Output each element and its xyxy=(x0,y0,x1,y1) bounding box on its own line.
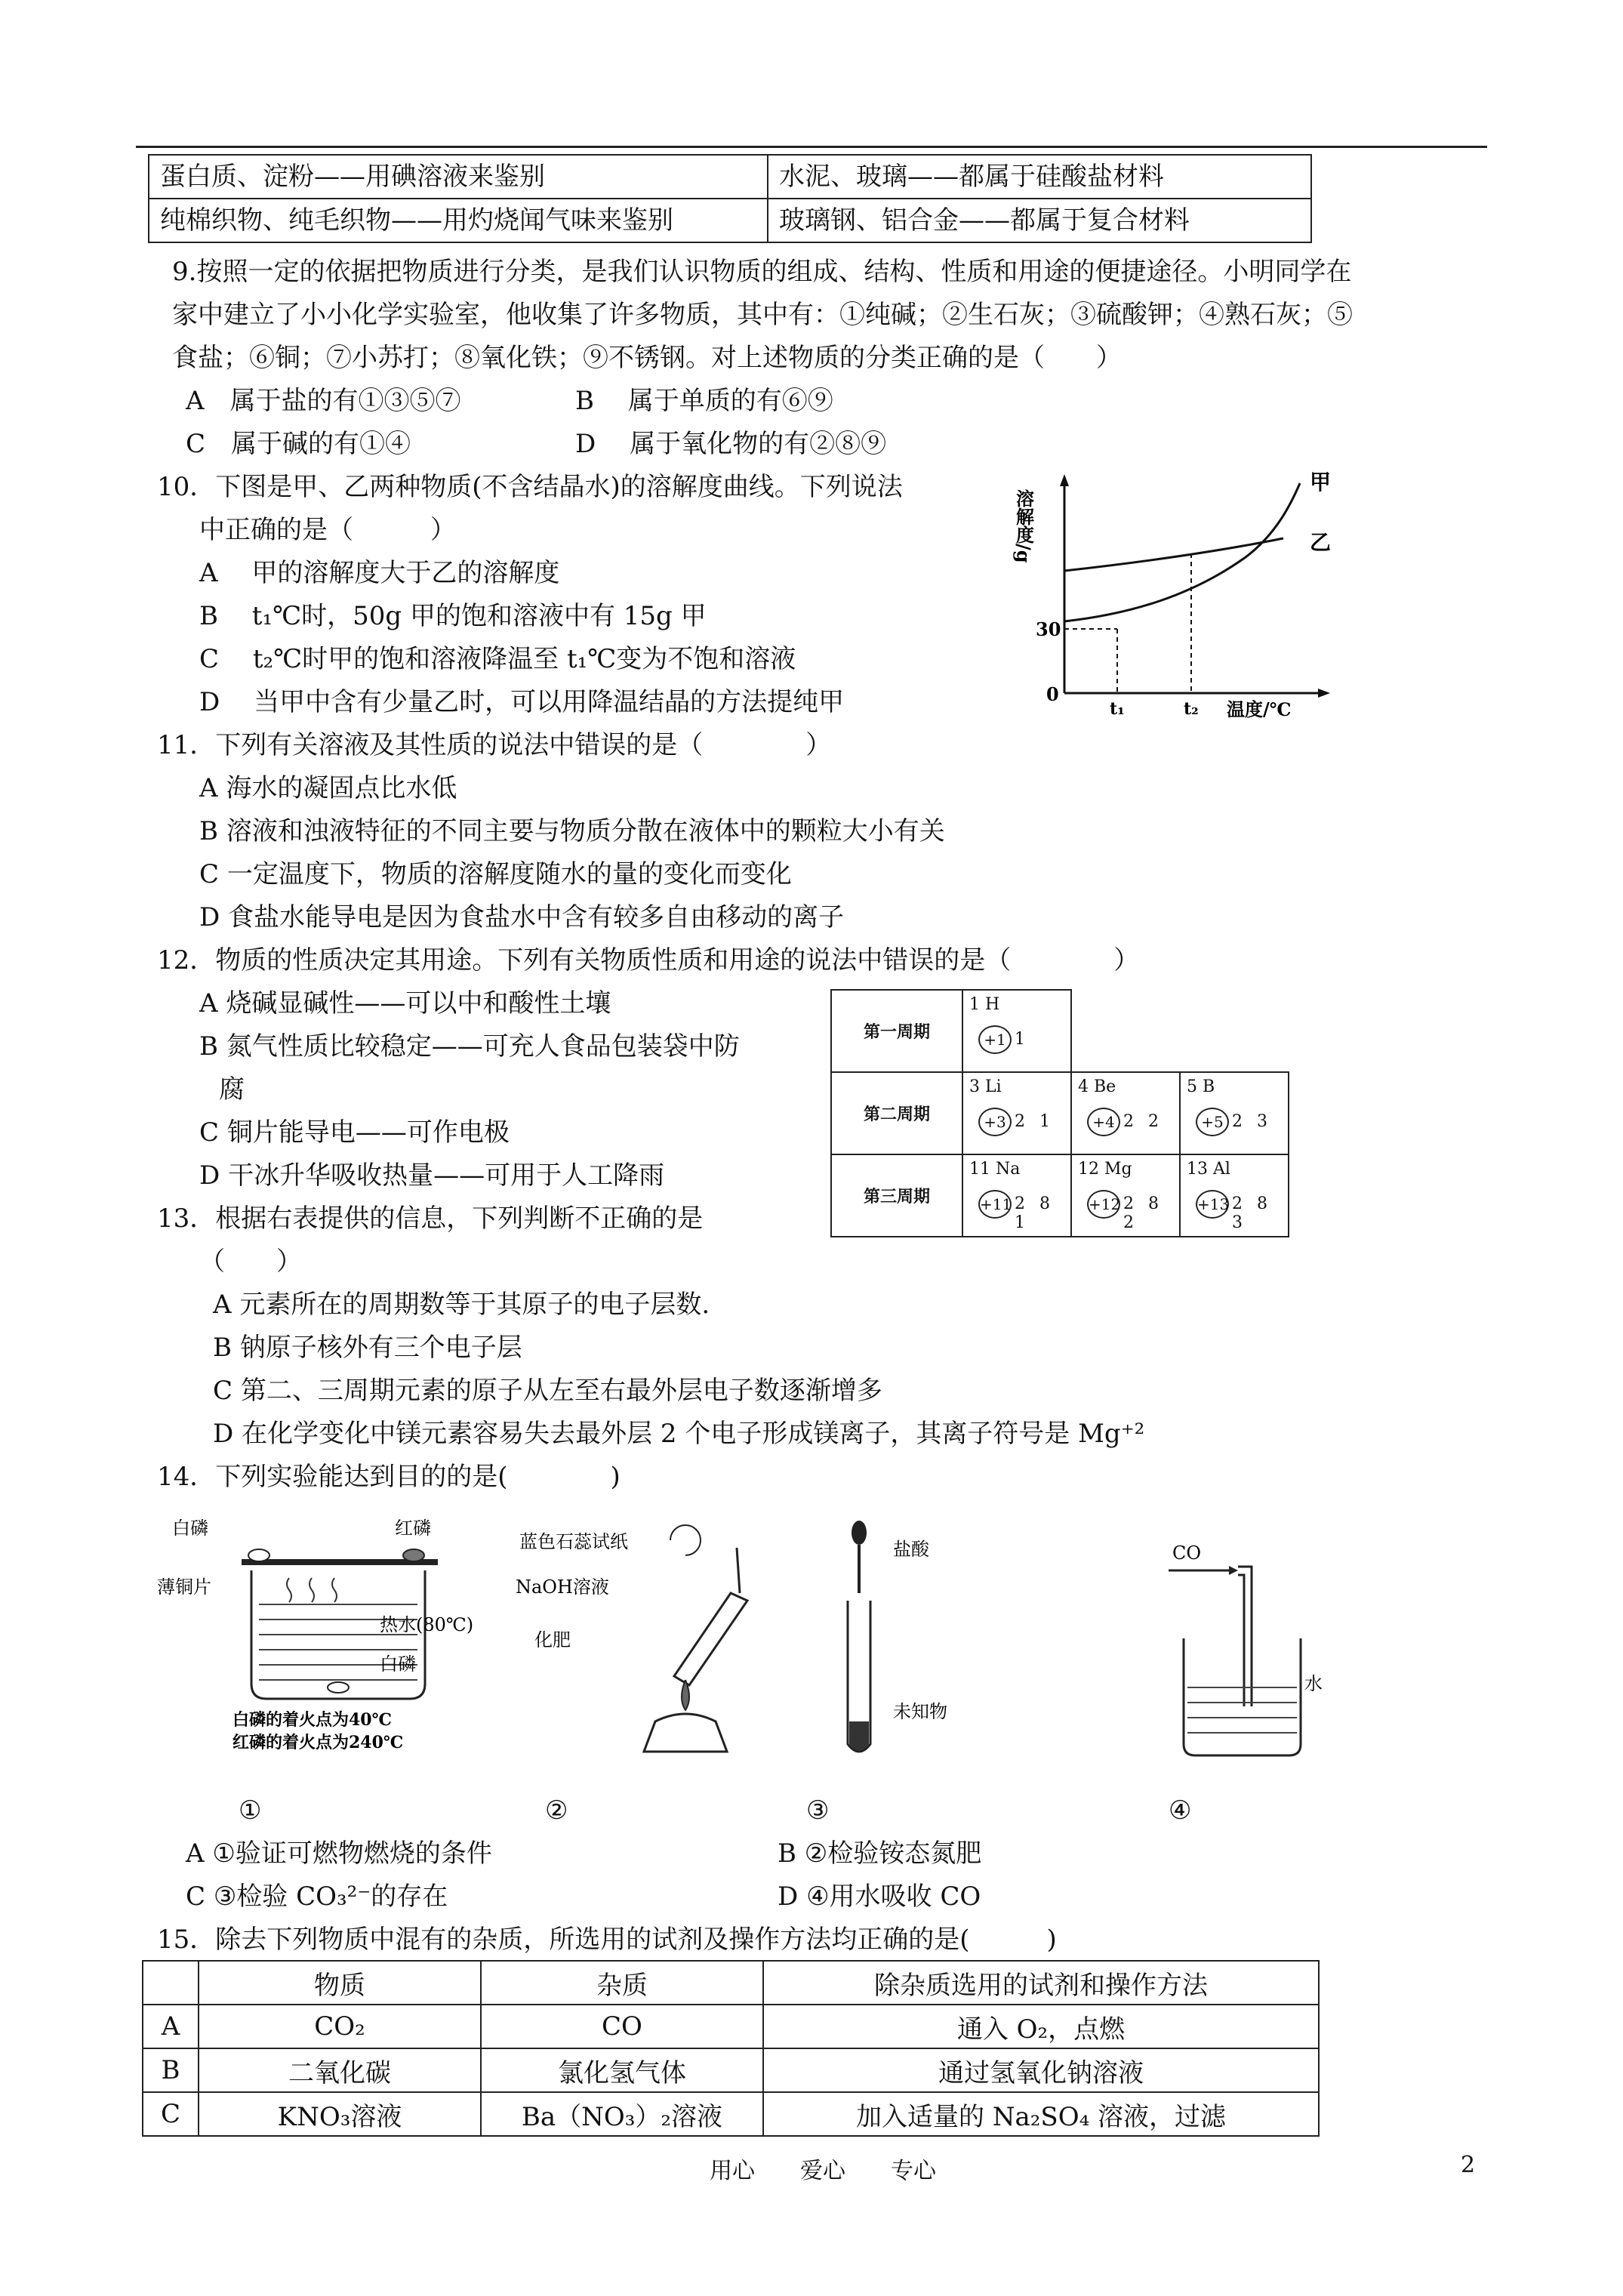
figure-1-combustion xyxy=(157,1518,473,1752)
nucleus: +5 xyxy=(1196,1108,1229,1136)
q10-line: 中正确的是（ ） xyxy=(199,515,456,545)
x-axis-label: 温度/℃ xyxy=(1227,698,1292,720)
figure-4-co-absorption xyxy=(1169,1542,1323,1755)
table-cell: 氯化氢气体 xyxy=(481,2048,763,2092)
table-cell: 蛋白质、淀粉——用碘溶液来鉴别 xyxy=(149,155,768,199)
q13-option-d: D 在化学变化中镁元素容易失去最外层 2 个电子形成镁离子，其离子符号是 Mg⁺² xyxy=(213,1419,1145,1449)
x-axis-arrow xyxy=(1318,689,1330,698)
element-label: 5 B xyxy=(1187,1077,1215,1096)
figure-label-1: ① xyxy=(239,1795,262,1826)
dropper-bulb xyxy=(852,1521,867,1545)
x-tick-t1: t₁ xyxy=(1110,699,1125,719)
q14-option-c: C ③检验 CO₃²⁻的存在 xyxy=(186,1881,448,1912)
figure-label-3: ③ xyxy=(806,1795,830,1826)
element-Na xyxy=(962,1154,1071,1237)
inlet-arrow xyxy=(1229,1566,1238,1575)
element-B xyxy=(1180,1072,1289,1154)
y-axis-label: 溶解度/g xyxy=(1012,489,1035,563)
delivery-tube xyxy=(1238,1567,1252,1706)
label-litmus: 蓝色石蕊试纸 xyxy=(519,1531,628,1552)
electron-shells: 2 2 xyxy=(1123,1112,1163,1131)
q9-option-c: C 属于碱的有①④ xyxy=(186,429,411,459)
q9-line: 食盐；⑥铜；⑦小苏打；⑧氧化铁；⑨不锈钢。对上述物质的分类正确的是（ ） xyxy=(172,343,1122,373)
period-2-label: 第二周期 xyxy=(831,1072,962,1154)
table-header xyxy=(143,1961,199,2005)
white-phosphorus-top xyxy=(248,1549,269,1561)
q9-option-a: A 属于盐的有①③⑤⑦ xyxy=(186,386,461,416)
label-white-p2: 白磷 xyxy=(380,1653,416,1675)
table-cell: B xyxy=(143,2048,199,2092)
electron-shells: 2 8 3 xyxy=(1232,1194,1272,1232)
footer-text: 爱心 xyxy=(800,2158,845,2184)
table-cell: A xyxy=(143,2005,199,2048)
element-Al xyxy=(1180,1154,1289,1237)
page-number: 2 xyxy=(1461,2152,1476,2178)
header-rule xyxy=(136,146,1487,148)
q11-option-c: C 一定温度下，物质的溶解度随水的量的变化而变化 xyxy=(199,859,792,889)
element-label: 1 H xyxy=(969,995,1000,1014)
q12-option-b-cont: 腐 xyxy=(219,1074,245,1105)
label-white-p: 白磷 xyxy=(172,1518,208,1539)
q13-paren: （ ） xyxy=(199,1247,302,1277)
q14-option-a: A ①验证可燃物燃烧的条件 xyxy=(186,1838,492,1869)
q11-stem: 11．下列有关溶液及其性质的说法中错误的是（ ） xyxy=(157,730,832,760)
table-cell: 通入 O₂，点燃 xyxy=(763,2005,1319,2048)
label-unknown: 未知物 xyxy=(893,1701,947,1722)
q10-line: 10．下图是甲、乙两种物质(不含结晶水)的溶解度曲线。下列说法 xyxy=(157,472,903,502)
label-water: 水 xyxy=(1304,1673,1323,1694)
q11-option-b: B 溶液和浊液特征的不同主要与物质分散在液体中的颗粒大小有关 xyxy=(199,816,945,846)
element-label: 3 Li xyxy=(969,1077,1002,1096)
element-label: 4 Be xyxy=(1078,1077,1116,1096)
experiment-figures xyxy=(157,1518,1323,1767)
q9-option-d: D 属于氧化物的有②⑧⑨ xyxy=(575,429,887,459)
curved-arrow-icon xyxy=(670,1525,701,1555)
element-label: 13 Al xyxy=(1187,1160,1230,1179)
label-co: CO xyxy=(1172,1542,1202,1564)
note-red-p: 红磷的着火点为240℃ xyxy=(233,1733,404,1752)
table-cell: Ba（NO₃）₂溶液 xyxy=(481,2092,763,2136)
label-hot-water: 热水(80℃) xyxy=(380,1614,474,1635)
note-white-p: 白磷的着火点为40℃ xyxy=(233,1710,392,1730)
x-tick-t2: t₂ xyxy=(1184,699,1199,719)
q14-stem: 14．下列实验能达到目的的是( ) xyxy=(157,1462,621,1492)
steam xyxy=(287,1578,337,1602)
origin-label: 0 xyxy=(1046,683,1059,705)
electron-shells: 2 3 xyxy=(1232,1112,1272,1131)
table-cell: 水泥、玻璃——都属于硅酸盐材料 xyxy=(768,155,1311,199)
q12-option-d: D 干冰升华吸收热量——可用于人工降雨 xyxy=(199,1160,665,1191)
figure-3-carbonate-test xyxy=(848,1521,947,1752)
electron-shells: 2 8 1 xyxy=(1015,1194,1055,1232)
q9-option-b: B 属于单质的有⑥⑨ xyxy=(575,386,833,416)
impurity-table xyxy=(142,1960,1320,2137)
q11-option-a: A 海水的凝固点比水低 xyxy=(199,773,457,803)
q10-option-b: B t₁℃时，50g 甲的饱和溶液中有 15g 甲 xyxy=(199,601,707,631)
q12-option-c: C 铜片能导电——可作电极 xyxy=(199,1117,510,1148)
table-row xyxy=(143,2092,1319,2136)
table-cell: 玻璃钢、铝合金——都属于复合材料 xyxy=(768,199,1311,242)
table-cell: 二氧化碳 xyxy=(199,2048,481,2092)
electron-shells: 2 1 xyxy=(1015,1112,1055,1131)
element-label: 12 Mg xyxy=(1078,1160,1132,1179)
alcohol-lamp xyxy=(644,1714,727,1752)
test-tube xyxy=(674,1593,747,1685)
white-phosphorus-water xyxy=(328,1682,349,1693)
y-tick-30: 30 xyxy=(1036,618,1061,640)
q13-option-c: C 第二、三周期元素的原子从左至右最外层电子数逐渐增多 xyxy=(213,1376,882,1406)
y-axis-arrow xyxy=(1060,474,1069,486)
table-cell: CO₂ xyxy=(199,2005,481,2048)
table-header-row xyxy=(143,1961,1319,2005)
table-header: 杂质 xyxy=(481,1961,763,2005)
q15-stem: 15．除去下列物质中混有的杂质，所选用的试剂及操作方法均正确的是( ) xyxy=(157,1925,1057,1955)
element-H xyxy=(962,990,1071,1072)
table-cell: KNO₃溶液 xyxy=(199,2092,481,2136)
q9-line: 家中建立了小小化学实验室，他收集了许多物质，其中有：①纯碱；②生石灰；③硫酸钾；④熟石灰；⑤ xyxy=(172,300,1353,330)
q10-option-c: C t₂℃时甲的饱和溶液降温至 t₁℃变为不饱和溶液 xyxy=(199,644,796,674)
figure-label-2: ② xyxy=(545,1795,568,1826)
period-1-label: 第一周期 xyxy=(831,990,962,1072)
beaker-4 xyxy=(1184,1638,1301,1755)
table-cell: CO xyxy=(481,2005,763,2048)
red-phosphorus xyxy=(403,1549,424,1561)
label-naoh: NaOH溶液 xyxy=(516,1576,609,1598)
nucleus: +13 xyxy=(1196,1190,1229,1219)
table-row xyxy=(143,2005,1319,2048)
nucleus: +11 xyxy=(978,1190,1012,1219)
q12-stem: 12．物质的性质决定其用途。下列有关物质性质和用途的说法中错误的是（ ） xyxy=(157,945,1140,975)
element-Mg xyxy=(1071,1154,1180,1237)
material-table xyxy=(148,154,1312,243)
solubility-chart xyxy=(1012,467,1336,723)
litmus-paper xyxy=(737,1548,740,1593)
footer-text: 用心 xyxy=(710,2158,755,2184)
q13-option-b: B 钠原子核外有三个电子层 xyxy=(213,1333,522,1363)
table-header: 物质 xyxy=(199,1961,481,2005)
unknown-solid xyxy=(849,1721,869,1751)
curve-jia xyxy=(1064,483,1300,621)
label-fertilizer: 化肥 xyxy=(534,1629,571,1650)
nucleus: +12 xyxy=(1087,1190,1120,1219)
nucleus: +3 xyxy=(978,1108,1012,1136)
table-cell: 纯棉织物、纯毛织物——用灼烧闻气味来鉴别 xyxy=(149,199,768,242)
q10-option-d: D 当甲中含有少量乙时，可以用降温结晶的方法提纯甲 xyxy=(199,687,845,717)
q9-line: 9.按照一定的依据把物质进行分类，是我们认识物质的组成、结构、性质和用途的便捷途径。小明同学在 xyxy=(172,257,1352,287)
q10-option-a: A 甲的溶解度大于乙的溶解度 xyxy=(199,558,560,588)
electron-shells: 2 8 2 xyxy=(1123,1194,1163,1232)
element-Be xyxy=(1071,1072,1180,1154)
figure-label-4: ④ xyxy=(1169,1795,1192,1826)
table-cell: 加入适量的 Na₂SO₄ 溶液，过滤 xyxy=(763,2092,1319,2136)
q12-option-b: B 氮气性质比较稳定——可充人食品包装袋中防 xyxy=(199,1031,740,1062)
table-cell: C xyxy=(143,2092,199,2136)
q12-option-a: A 烧碱显碱性——可以中和酸性土壤 xyxy=(199,988,611,1019)
q13-option-a: A 元素所在的周期数等于其原子的电子层数. xyxy=(213,1290,710,1320)
series-label-jia: 甲 xyxy=(1310,470,1332,495)
nucleus: +4 xyxy=(1087,1108,1120,1136)
q13-stem: 13．根据右表提供的信息，下列判断不正确的是 xyxy=(157,1203,704,1234)
table-row xyxy=(143,2048,1319,2092)
period-3-label: 第三周期 xyxy=(831,1154,962,1237)
table-cell: 通过氢氧化钠溶液 xyxy=(763,2048,1319,2092)
label-red-p: 红磷 xyxy=(395,1518,431,1539)
nucleus: +1 xyxy=(978,1025,1012,1054)
q11-option-d: D 食盐水能导电是因为食盐水中含有较多自由移动的离子 xyxy=(199,902,845,932)
label-acid: 盐酸 xyxy=(893,1539,929,1560)
water-lines-4 xyxy=(1187,1687,1297,1733)
element-label: 11 Na xyxy=(969,1160,1021,1179)
footer-text: 专心 xyxy=(891,2158,936,2184)
series-label-yi: 乙 xyxy=(1310,530,1332,555)
q14-option-b: B ②检验铵态氮肥 xyxy=(778,1838,982,1869)
table-header: 除杂质选用的试剂和操作方法 xyxy=(763,1961,1319,2005)
figure-2-ammonium-test xyxy=(516,1525,747,1752)
periodic-table-fragment xyxy=(830,989,1289,1237)
electron-shells: 1 xyxy=(1015,1030,1030,1049)
element-Li xyxy=(962,1072,1071,1154)
label-copper: 薄铜片 xyxy=(157,1576,211,1598)
q14-option-d: D ④用水吸收 CO xyxy=(778,1881,981,1912)
